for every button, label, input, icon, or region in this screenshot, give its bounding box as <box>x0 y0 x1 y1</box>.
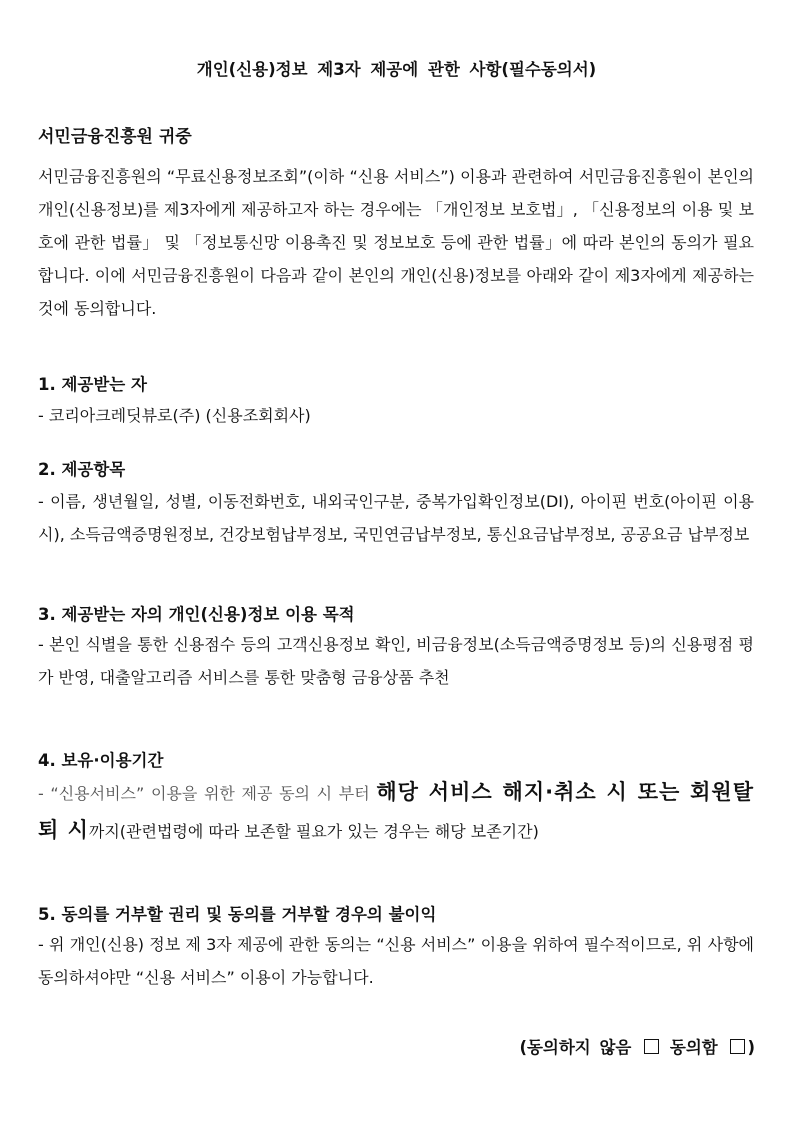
disagree-checkbox[interactable] <box>644 1039 659 1054</box>
section-4-body-suffix: 까지(관련법령에 따라 보존할 필요가 있는 경우는 해당 보존기간) <box>88 822 539 841</box>
intro-paragraph: 서민금융진흥원의 “무료신용정보조회”(이하 “신용 서비스”) 이용과 관련하여 서민금융진흥원이 본인의 개인(신용정보)를 제3자에게 제공하고자 하는 경우에는 「개인정보 보호법」, 「신용정보의 이용 및 보호에 관한 법률」 및 「정보통신망 이용촉진 및 정보보호 등에 관한 법률」에 따라 본인의 동의가 필요합니다. 이에 서민금융진흥원이 다음과 같이 본인의 개인(신용)정보를 아래와 같이 제3자에게 제공하는 것에 동의합니다. <box>38 167 754 318</box>
agree-checkbox[interactable] <box>730 1039 745 1054</box>
section-2-heading: 2. 제공항목 <box>38 460 126 479</box>
section-4-body <box>38 774 754 850</box>
disagree-label: 동의하지 않음 <box>526 1038 632 1057</box>
salutation: 서민금융진흥원 귀중 <box>38 127 192 147</box>
consent-choice <box>519 1034 755 1058</box>
consent-close-paren: ) <box>747 1038 755 1057</box>
agree-label: 동의함 <box>669 1038 718 1057</box>
section-5-body: - 위 개인(신용) 정보 제 3자 제공에 관한 동의는 “신용 서비스” 이용을 위하여 필수적이므로, 위 사항에 동의하셔야만 “신용 서비스” 이용이 가능합니다. <box>38 935 754 987</box>
section-3-heading: 3. 제공받는 자의 개인(신용)정보 이용 목적 <box>38 605 355 624</box>
section-1-heading: 1. 제공받는 자 <box>38 375 147 394</box>
section-2-body: - 이름, 생년월일, 성별, 이동전화번호, 내외국인구분, 중복가입확인정보(DI), 아이핀 번호(아이핀 이용 시), 소득금액증명원정보, 건강보험납부정보, 국민연금납부정보, 통신요금납부정보, 공공요금 납부정보 <box>38 492 754 544</box>
section-3-body: - 본인 식별을 통한 신용점수 등의 고객신용정보 확인, 비금융정보(소득금액증명정보 등)의 신용평점 평가 반영, 대출알고리즘 서비스를 통한 맞춤형 금융상품 추천 <box>38 635 754 687</box>
section-4-body-emphasis: 해당 서비스 해지·취소 시 또는 회원탈퇴 시 <box>38 780 755 842</box>
section-4-body-prefix: - “신용서비스” 이용을 위한 제공 동의 시 부터 <box>38 784 377 803</box>
section-4-heading: 4. 보유·이용기간 <box>38 751 164 770</box>
document-title: 개인(신용)정보 제3자 제공에 관한 사항(필수동의서) <box>196 60 597 79</box>
section-1-body: - 코리아크레딧뷰로(주) (신용조회회사) <box>38 406 311 425</box>
consent-open-paren: ( <box>519 1038 527 1057</box>
section-5-heading: 5. 동의를 거부할 권리 및 동의를 거부할 경우의 불이익 <box>38 905 437 924</box>
